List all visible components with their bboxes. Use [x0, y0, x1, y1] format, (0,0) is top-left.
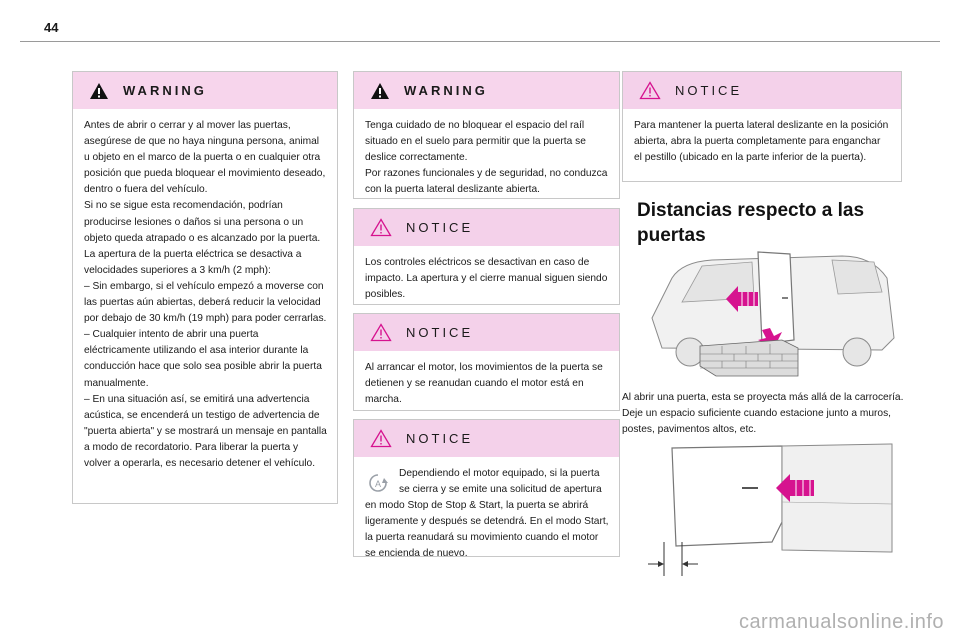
warning-title: WARNING	[123, 83, 207, 98]
notice-icon	[370, 323, 392, 342]
door-clearance-drawing	[642, 442, 900, 578]
notice-title: NOTICE	[675, 83, 743, 98]
caption-wall: Al abrir una puerta, esta se proyecta más allá de la carrocería. Deje un espacio suficiente cuando estacione junto a muros, postes, pavimentos altos, etc.	[622, 392, 904, 436]
notice-icon	[639, 81, 661, 100]
warning-title: WARNING	[404, 83, 488, 98]
notice-icon	[370, 218, 392, 237]
warning-doors-body	[73, 109, 337, 478]
warning-icon	[89, 82, 109, 100]
notice-stopstart-header	[354, 420, 619, 457]
notice-stopstart-box	[353, 419, 620, 560]
notice-title: NOTICE	[406, 431, 474, 446]
notice-controls-box	[353, 208, 620, 305]
warning-doors-text: Antes de abrir o cerrar y al mover las puertas, asegúrese de que no haya ninguna persona, animal u objeto en el marco de la puerta o en cualquier otra posición que pueda bloquear el movimiento deseado, dentro o fuera del vehículo. Si no se sigue esta recomendación, podrían producirse lesiones o daños si una persona o un objeto queda atrapado o es alcanzado por la puerta. La apertura de la puerta eléctrica se desactiva a velocidades superiores a 3 km/h (2 mph): – Sin embargo, si el vehículo empezó a moverse con las puertas aún abiertas, deberá reducir la velocidad por debajo de 30 km/h (19 mph) para poder cerrarlas. – Cualquier intento de abrir una puerta eléctricamente utilizando el asa interior durante la conducción hace que solo sea posible abrir la puerta manualmente. – En una situación así, se emitirá una advertencia acústica, se encenderá un testigo de advertencia de "puerta abierta" y se mostrará un mensaje en pantalla a modo de recordatorio. Para liberar la puerta y volver a operarla, es necesario detener el vehículo.	[84, 120, 327, 469]
notice-latch-text: Para mantener la puerta lateral deslizante en la posición abierta, abra la puerta completamente para enganchar el pestillo (ubicado en la parte inferior de la puerta).	[634, 120, 889, 164]
van-wall-drawing	[642, 248, 900, 378]
notice-icon	[370, 429, 392, 448]
notice-latch-box	[622, 71, 902, 182]
notice-title: NOTICE	[406, 220, 474, 235]
notice-engine-body	[354, 351, 619, 414]
van-wall-illustration	[642, 248, 900, 378]
notice-title: NOTICE	[406, 325, 474, 340]
notice-stopstart-text: Dependiendo el motor equipado, si la puerta se cierra y se emite una solicitud de apertura en modo Stop de Stop & Start, la puerta se abrirá ligeramente y después se detendrá. En el modo Start, la puerta reanudará su movimiento cuando el motor se encienda de nuevo.	[365, 468, 609, 560]
watermark: carmanualsonline.info	[738, 611, 944, 633]
notice-controls-text: Los controles eléctricos se desactivan en caso de impacto. La apertura y el cierre manual siguen siendo posibles.	[365, 257, 608, 301]
svg-text:A: A	[374, 479, 382, 489]
warning-doors-header	[73, 72, 337, 109]
notice-latch-body	[623, 109, 901, 172]
notice-stopstart-body	[354, 457, 619, 569]
warning-doors-box	[72, 71, 338, 504]
notice-controls-body	[354, 246, 619, 309]
warning-rail-header	[354, 72, 619, 109]
notice-latch-header	[623, 72, 901, 109]
warning-icon	[370, 82, 390, 100]
notice-engine-text: Al arrancar el motor, los movimientos de la puerta se detienen y se reanudan cuando el motor está en marcha.	[365, 362, 603, 406]
section-title: Distancias respecto a las puertas	[637, 200, 865, 246]
top-rule	[20, 41, 940, 42]
warning-rail-text: Tenga cuidado de no bloquear el espacio del raíl situado en el suelo para permitir que la puerta se deslice correctamente. Por razones funcionales y de seguridad, no conduzca con la puerta lateral deslizante abierta.	[365, 120, 608, 196]
warning-rail-box	[353, 71, 620, 199]
stop-start-icon	[365, 472, 391, 494]
door-clearance-illustration	[642, 442, 900, 578]
notice-engine-header	[354, 314, 619, 351]
warning-rail-body	[354, 109, 619, 204]
notice-engine-box	[353, 313, 620, 411]
notice-controls-header	[354, 209, 619, 246]
page-number: 44	[44, 20, 59, 35]
